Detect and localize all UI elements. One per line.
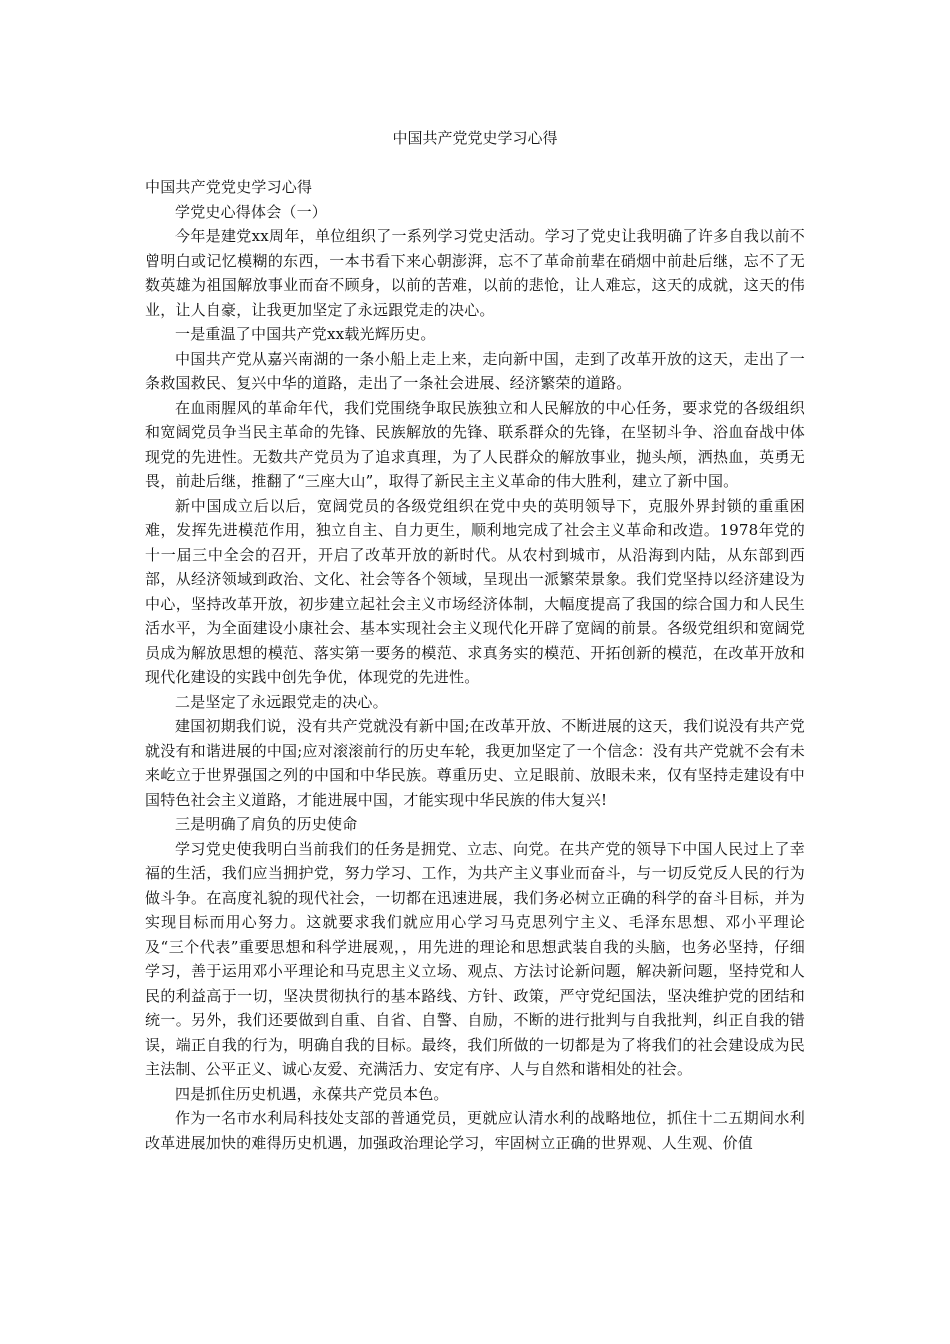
- paragraph: 新中国成立后以后，宽阔党员的各级党组织在党中央的英明领导下，克服外界封锁的重重困难，发挥先进模范作用，独立自主、自力更生，顺利地完成了社会主义革命和改造。1978年党的十一届三中全会的召开，开启了改革开放的新时代。从农村到城市，从沿海到内陆，从东部到西部，从经济领域到政治、文化、社会等各个领域，呈现出一派繁荣景象。我们党坚持以经济建设为中心，坚持改革开放，初步建立起社会主义市场经济体制，大幅度提高了我国的综合国力和人民生活水平，为全面建设小康社会、基本实现社会主义现代化开辟了宽阔的前景。各级党组织和宽阔党员成为解放思想的模范、落实第一要务的模范、求真务实的模范、开拓创新的模范，在改革开放和现代化建设的实践中创先争优，体现党的先进性。: [145, 496, 805, 686]
- paragraph: 作为一名市水利局科技处支部的普通党员，更就应认清水利的战略地位，抓住十二五期间水利改革进展加快的难得历史机遇，加强政治理论学习，牢固树立正确的世界观、人生观、价值: [145, 1109, 805, 1152]
- document-body: [145, 175, 805, 1155]
- paragraph: 四是抓住历史机遇，永葆共产党员本色。: [175, 1084, 449, 1103]
- document-title: 中国共产党党史学习心得: [392, 129, 558, 147]
- paragraph: 一是重温了中国共产党xx载光辉历史。: [175, 325, 436, 343]
- paragraph: 今年是建党xx周年，单位组织了一系列学习党史活动。学习了党史让我明确了许多自我以前不曾明白或记忆模糊的东西，一本书看下来心朝澎湃，忘不了革命前辈在硝烟中前赴后继，忘不了无数英雄为祖国解放事业而奋不顾身，以前的苦难，以前的悲怆，让人难忘，这天的成就，这天的伟业，让人自豪，让我更加坚定了永远跟党走的决心。: [145, 227, 805, 319]
- paragraph: 学党史心得体会（一）: [175, 202, 328, 221]
- document-page: [145, 0, 805, 1344]
- paragraph: 建国初期我们说，没有共产党就没有新中国;在改革开放、不断进展的这天，我们说没有共产党就没有和谐进展的中国;应对滚滚前行的历史车轮，我更加坚定了一个信念：没有共产党就不会有未来屹立于世界强国之列的中国和中华民族。尊重历史、立足眼前、放眼未来，仅有坚持走建设有中国特色社会主义道路，才能进展中国，才能实现中华民族的伟大复兴!: [145, 717, 805, 809]
- paragraph: 三是明确了肩负的历史使命: [175, 815, 358, 833]
- paragraph: 二是坚定了永远跟党走的决心。: [175, 692, 388, 711]
- paragraph: 在血雨腥风的革命年代，我们党围绕争取民族独立和人民解放的中心任务，要求党的各级组织和宽阔党员争当民主革命的先锋、民族解放的先锋、联系群众的先锋，在坚韧斗争、浴血奋战中体现党的先进性。无数共产党员为了追求真理，为了人民群众的解放事业，抛头颅，洒热血，英勇无畏，前赴后继，推翻了“三座大山”，取得了新民主主义革命的伟大胜利，建立了新中国。: [145, 398, 805, 490]
- paragraph: 学习党史使我明白当前我们的任务是拥党、立志、向党。在共产党的领导下中国人民过上了幸福的生活，我们应当拥护党，努力学习、工作，为共产主义事业而奋斗，与一切反党反人民的行为做斗争。在高度礼貌的现代社会，一切都在迅速进展，我们务必树立正确的科学的奋斗目标，并为实现目标而用心努力。这就要求我们就应用心学习马克思列宁主义、毛泽东思想、邓小平理论及“三个代表”重要思想和科学进展观，，用先进的理论和思想武装自我的头脑，也务必坚持，仔细学习，善于运用邓小平理论和马克思主义立场、观点、方法讨论新问题，解决新问题，坚持党和人民的利益高于一切，坚决贯彻执行的基本路线、方针、政策，严守党纪国法，坚决维护党的团结和统一。另外，我们还要做到自重、自省、自警、自励，不断的进行批判与自我批判，纠正自我的错误，端正自我的行为，明确自我的目标。最终，我们所做的一切都是为了将我们的社会建设成为民主法制、公平正义、诚心友爱、充满活力、安定有序、人与自然和谐相处的社会。: [145, 839, 805, 1078]
- paragraph: 中国共产党党史学习心得: [145, 178, 313, 196]
- paragraph: 中国共产党从嘉兴南湖的一条小船上走上来，走向新中国，走到了改革开放的这天，走出了一条救国救民、复兴中华的道路，走出了一条社会进展、经济繁荣的道路。: [145, 349, 805, 392]
